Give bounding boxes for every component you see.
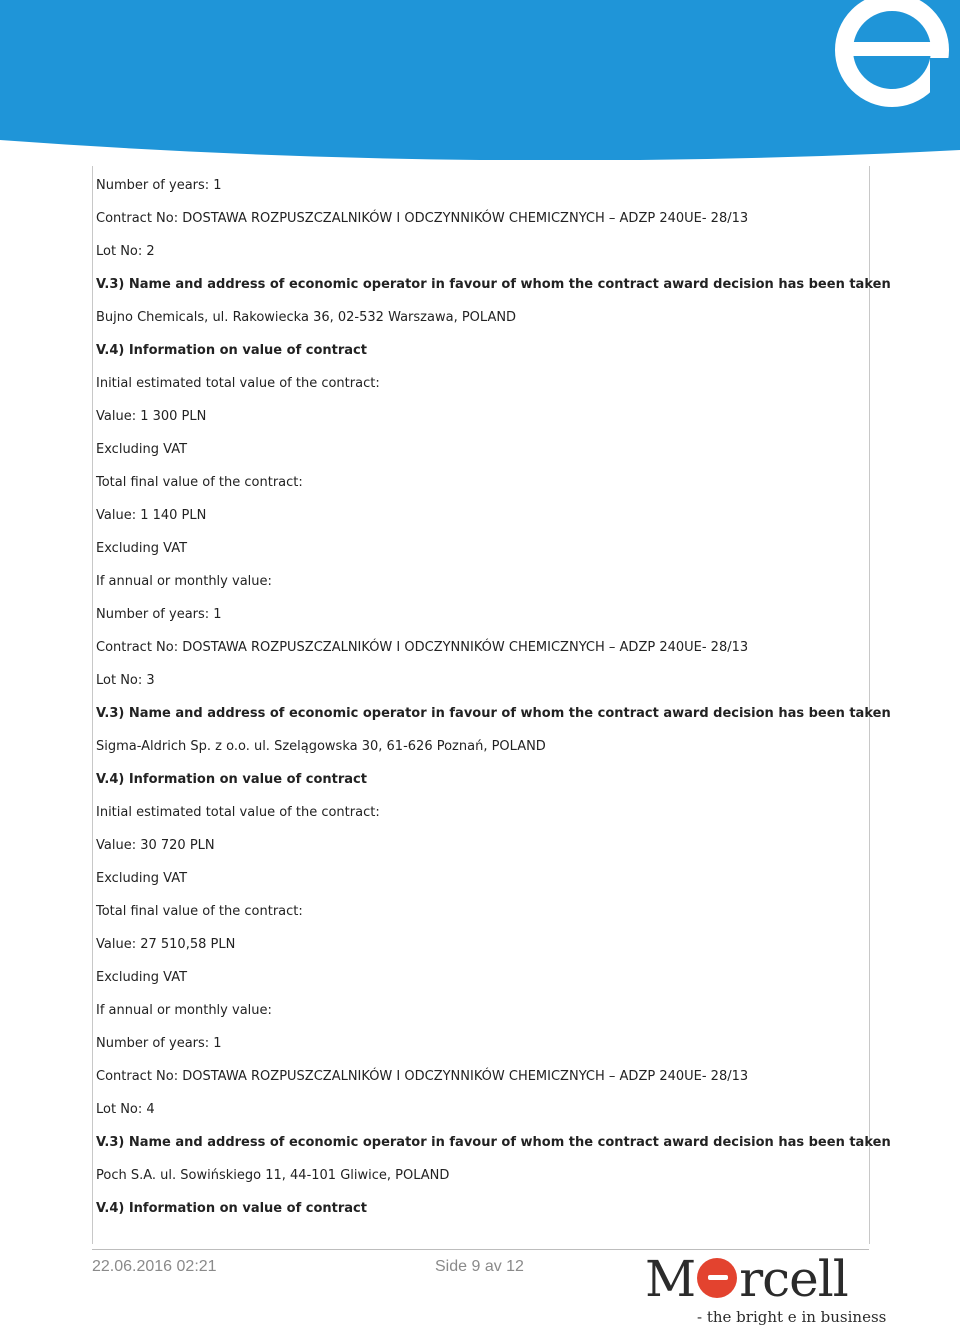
logo-e-icon — [697, 1258, 737, 1298]
section-heading: V.3) Name and address of economic operator in favour of whom the contract award decision has been taken — [96, 1135, 891, 1150]
header-e-logo-icon — [844, 2, 960, 98]
body-text-line: Number of years: 1 — [96, 607, 222, 622]
mercell-logo — [645, 1250, 887, 1326]
section-heading: V.3) Name and address of economic operator in favour of whom the contract award decision has been taken — [96, 277, 891, 292]
section-heading: V.3) Name and address of economic operator in favour of whom the contract award decision has been taken — [96, 706, 891, 721]
body-text-line: Sigma-Aldrich Sp. z o.o. ul. Szelągowska 30, 61-626 Poznań, POLAND — [96, 739, 546, 754]
body-text-line: Number of years: 1 — [96, 178, 222, 193]
body-text-line: Initial estimated total value of the contract: — [96, 805, 380, 820]
body-text-line: Lot No: 2 — [96, 244, 155, 259]
body-text-line: Number of years: 1 — [96, 1036, 222, 1051]
logo-letter-m: M — [645, 1250, 696, 1308]
body-text-line: Contract No: DOSTAWA ROZPUSZCZALNIKÓW I ODCZYNNIKÓW CHEMICZNYCH – ADZP 240UE- 28/13 — [96, 1069, 749, 1084]
body-text-line: Initial estimated total value of the contract: — [96, 376, 380, 391]
body-text-line: Excluding VAT — [96, 871, 188, 886]
body-text-line: Excluding VAT — [96, 442, 188, 457]
body-text-line: Excluding VAT — [96, 541, 188, 556]
logo-wordmark — [645, 1250, 848, 1308]
body-text-line: Poch S.A. ul. Sowińskiego 11, 44-101 Gliwice, POLAND — [96, 1168, 450, 1183]
footer-page-number: Side 9 av 12 — [435, 1258, 524, 1275]
section-heading: V.4) Information on value of contract — [96, 772, 367, 787]
body-text-line: Bujno Chemicals, ul. Rakowiecka 36, 02-532 Warszawa, POLAND — [96, 310, 517, 325]
body-text-line: If annual or monthly value: — [96, 574, 272, 589]
header-band — [0, 0, 960, 160]
body-text-line: Lot No: 4 — [96, 1102, 155, 1117]
body-text-line: Excluding VAT — [96, 970, 188, 985]
section-heading: V.4) Information on value of contract — [96, 1201, 367, 1216]
body-text-line: Value: 30 720 PLN — [96, 838, 215, 853]
body-text-line: Total final value of the contract: — [96, 475, 303, 490]
body-text-line: Value: 1 140 PLN — [96, 508, 207, 523]
body-text-line: Contract No: DOSTAWA ROZPUSZCZALNIKÓW I ODCZYNNIKÓW CHEMICZNYCH – ADZP 240UE- 28/13 — [96, 640, 749, 655]
logo-tagline: - the bright e in business — [697, 1308, 887, 1326]
body-text-line: Value: 27 510,58 PLN — [96, 937, 236, 952]
logo-letters-rcell: rcell — [739, 1250, 848, 1308]
header-wave — [0, 0, 960, 160]
body-text-line: Lot No: 3 — [96, 673, 155, 688]
body-text-line: If annual or monthly value: — [96, 1003, 272, 1018]
body-text-line: Total final value of the contract: — [96, 904, 303, 919]
section-heading: V.4) Information on value of contract — [96, 343, 367, 358]
document-body — [96, 178, 891, 1234]
body-text-line: Contract No: DOSTAWA ROZPUSZCZALNIKÓW I ODCZYNNIKÓW CHEMICZNYCH – ADZP 240UE- 28/13 — [96, 211, 749, 226]
footer-timestamp: 22.06.2016 02:21 — [92, 1258, 217, 1275]
body-text-line: Value: 1 300 PLN — [96, 409, 207, 424]
